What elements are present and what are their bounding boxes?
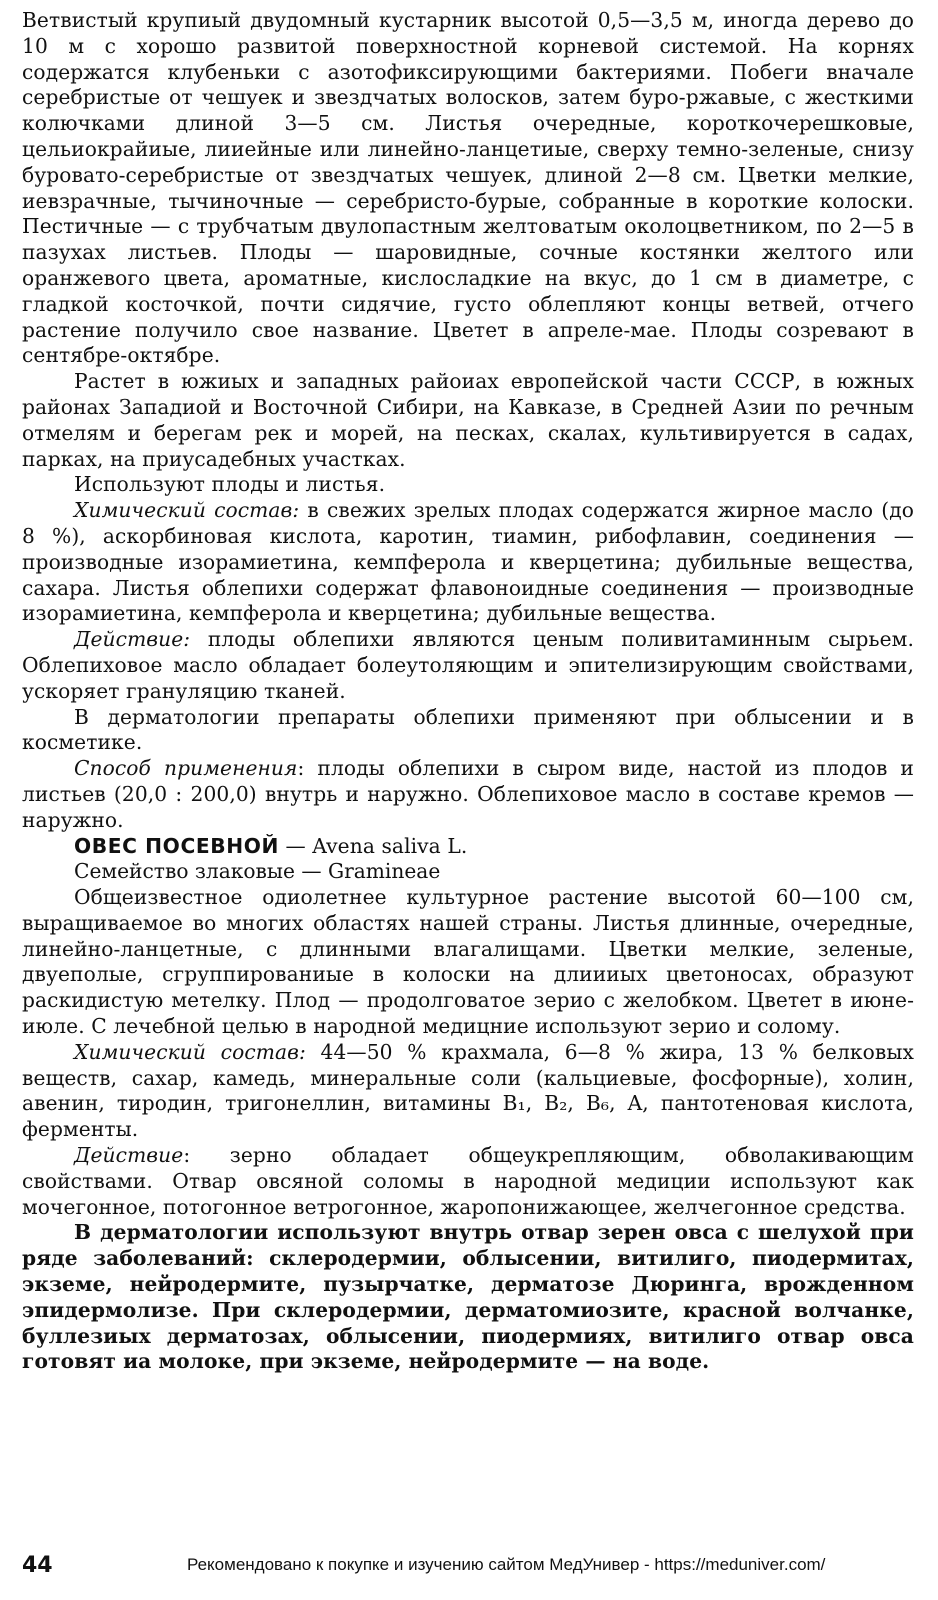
section-heading-oats: [22, 834, 914, 860]
paragraph-oats-dermatology: В дерматологии используют внутрь отвар зерен овса с шелухой при ряде заболеваний: склеродермии, облысении, витилиго, пиодермитах, экземе, нейродермите, пузырчатке, дерматозе Дюринга, врожденном эпидермолизе. При склеродермии, дерматомиозите, красной волчанке, буллезиых дерматозах, облысении, пиодермиях, витилиго отвар овса готовят иа молоке, при экземе, нейродермите — на воде.: [22, 1220, 914, 1374]
book-page: [22, 8, 914, 1518]
family-line: Семейство злаковые — Gramineae: [74, 859, 441, 884]
page-number: 44: [22, 1552, 53, 1578]
paragraph-habitat: Растет в южиых и западных райоиах европейской части СССР, в южных районах Западиой и Восточной Сибири, на Кавказе, в Средней Азии по речным отмелям и берегам рек и морей, на песках, скалах, культивируется в садах, парках, на приусадебных участках.: [22, 369, 914, 471]
heading-latin-name: — Avena saliva L.: [278, 833, 468, 858]
paragraph-action: [22, 627, 914, 704]
method-label: Способ применения: [74, 756, 298, 781]
paragraph-chemical-composition: [22, 498, 914, 627]
heading-title: ОВЕС ПОСЕВНОЙ: [74, 833, 279, 858]
chemical-composition-label: Химический состав:: [74, 498, 300, 523]
oats-action-text: : зерно обладает общеукрепляющим, обволакивающим свойствами. Отвар овсяной соломы в народной медиции используют как мочегонное, потогонное ветрогонное, жаропонижающее, желчегонное средства.: [22, 1143, 914, 1219]
oats-action-label: Действие: [74, 1143, 184, 1168]
paragraph-description: Ветвистый крупиый двудомный кустарник высотой 0,5—3,5 м, иногда дерево до 10 м с хорошо развитой поверхностной корневой системой. На корнях содержатся клубеньки с азотофиксирующими бактериями. Побеги вначале серебристые от чешуек и звездчатых волосков, затем буро-ржавые, с жесткими колючками длиной 3—5 см. Листья очередные, короткочерешковые, цельиокрайиые, лииейные или линейно-ланцетиые, сверху темно-зеленые, снизу буровато-серебристые от звездчатых чешуек, длиной 2—8 см. Цветки мелкие, иевзрачные, тычиночные — серебристо-бурые, собранные в короткие колоски. Пестичные — с трубчатым двулопастным желтоватым околоцветником, по 2—5 в пазухах листьев. Плоды — шаровидные, сочные костянки желтого или оранжевого цвета, ароматные, кислосладкие на вкус, до 1 см в диаметре, с гладкой косточкой, почти сидячие, густо облепляют концы ветвей, отчего растение получило свое название. Цветет в апреле-мае. Плоды созревают в сентябре-октябре.: [22, 8, 914, 368]
paragraph-oats-action: [22, 1143, 914, 1220]
paragraph-method-of-use: [22, 756, 914, 833]
action-text: плоды облепихи являются ценым поливитаминным сырьем. Облепиховое масло обладает болеутоляющим и эпителизирующим свойствами, ускоряет грануляцию тканей.: [22, 627, 914, 703]
oats-chemical-label: Химический состав:: [74, 1039, 306, 1064]
page-footer: [22, 1551, 914, 1579]
paragraph-dermatology: В дерматологии препараты облепихи применяют при облысении и в косметике.: [22, 704, 914, 755]
method-text: : плоды облепихи в сыром виде, настой из плодов и листьев (20,0 : 200,0) внутрь и наружно. Облепиховое масло в составе кремов — наружно.: [22, 756, 914, 832]
paragraph-oats-description: Общеизвестное одиолетнее культурное растение высотой 60—100 см, выращиваемое во многих областях нашей страны. Листья длинные, очередные, линейно-ланцетные, с длинными влагалищами. Цветки мелкие, зеленые, двуеполые, сгруппированиые в колоски на длиииых цветоносах, образуют раскидистую метелку. Плод — продолговатое зерио с желобком. Цветет в июне-июле. С лечебной целью в народной медицние используют зерио и солому.: [22, 885, 914, 1039]
paragraph-oats-chemical-composition: [22, 1040, 914, 1143]
paragraph-used-parts: Используют плоды и листья.: [74, 472, 386, 497]
action-label: Действие:: [74, 627, 191, 652]
chemical-composition-text: в свежих зрелых плодах содержатся жирное масло (до 8 %), аскорбиновая кислота, каротин, тиамин, рибофлавин, соединения — производные изорамиетина, кемпферола и кверцетина; дубильные вещества, сахара. Листья облепихи содержат флавоноидные соединения — производные изорамиетина, кемпферола и кверцетина; дубильные вещества.: [22, 498, 914, 626]
source-link[interactable]: Рекомендовано к покупке и изучению сайтом МедУнивер - https://meduniver.com/: [187, 1555, 826, 1574]
oats-chemical-text: 44—50 % крахмала, 6—8 % жира, 13 % белковых веществ, сахар, камедь, минеральные соли (кальциевые, фосфорные), холин, авенин, тиродин, тригонеллин, витамины B₁, B₂, B₆, A, пантотеновая кислота, ферменты.: [22, 1039, 914, 1142]
